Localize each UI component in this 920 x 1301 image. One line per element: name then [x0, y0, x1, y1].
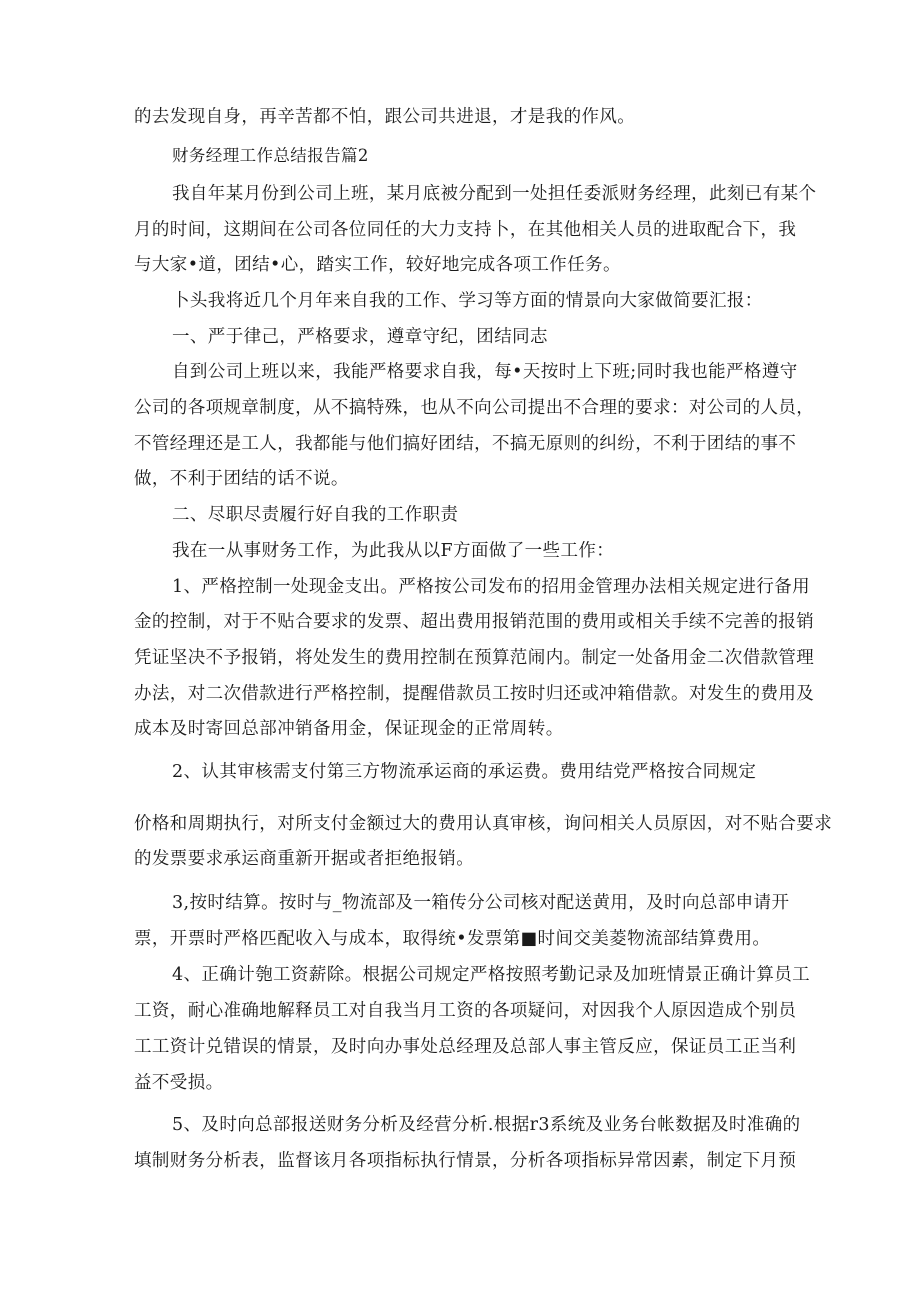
paragraph-line: 与大家•道，团结•心，踏实工作，较好地完成各项工作任务。 — [134, 255, 621, 275]
list-item-3: 3,按时结算。按时与_物流部及一箱传分公司核对配送黄用，及时向总部申请开 — [172, 893, 790, 913]
paragraph-line: 价格和周期执行，对所支付金额过大的费用认真审核，询问相关人员原因，对不贴合要求 — [134, 814, 833, 834]
paragraph-line: 的发票要求承运商重新开据或者拒绝报销。 — [134, 849, 475, 869]
paragraph-line: 凭证坚决不予报销，将处发生的费用控制在预算范闹内。制定一处备用金二次借款管理 — [134, 648, 815, 668]
paragraph-line: 工工资计兑错误的情景，及时向办事处总经理及总部人事主管反应，保证员工正当利 — [134, 1037, 797, 1057]
paragraph-line: 卜头我将近几个月年来自我的工作、学习等方面的情景向大家做简要汇报： — [172, 291, 763, 311]
section-title: 财务经理工作总结报告篇2 — [172, 146, 369, 165]
list-item-4: 4、正确计匏工资薪除。根据公司规定严格按照考勤记录及加班情景正确计算员工 — [172, 965, 811, 985]
paragraph-line: 金的控制，对于不贴合要求的发票、超出费用报销范围的费用或相关手续不完善的报销 — [134, 612, 815, 632]
paragraph-line: 工资，耐心准确地解释员工对自我当月工资的各项疑问，对因我个人原因造成个别员 — [134, 1001, 797, 1021]
paragraph-line: 成本及时寄回总部冲销备用金，保证现金的正常周转。 — [134, 719, 564, 739]
paragraph-line: 我在一从事财务工作，为此我从以F方面做了一些工作： — [172, 541, 615, 561]
paragraph-line: 填制财务分析表，监督该月各项指标执行情景，分析各项指标异常因素，制定下月预 — [134, 1151, 797, 1171]
paragraph-line: 益不受损。 — [134, 1073, 224, 1093]
paragraph-line: 不管经理还是工人，我都能与他们搞好团结，不搞无原则的纠纷，不利于团结的事不 — [134, 434, 797, 454]
paragraph-line: 月的时间，这期间在公司各位同任的大力支持卜，在其他相关人员的进取配合下，我 — [134, 220, 797, 240]
paragraph-line: 票，开票时严格匹配收入与成本，取得统•发票第■时间交美菱物流部结算费用。 — [134, 929, 771, 949]
heading-two: 二、尽职尽责履行好自我的工作职责 — [172, 505, 459, 525]
list-item-2: 2、认其审核需支付第三方物流承运商的承运费。费用结党严格按合同规定 — [172, 762, 757, 782]
paragraph-line: 公司的各项规章制度，从不搞特殊，也从不向公司提出不合理的要求：对公司的人员， — [134, 398, 815, 418]
paragraph-line: 自到公司上班以来，我能严格要求自我，每•天按时上下班;同时我也能严格遵守 — [172, 362, 798, 382]
list-item-5: 5、及时向总部报送财务分析及经营分析.根据r3系统及业务台帐数据及时准确的 — [172, 1115, 801, 1135]
heading-one: 一、严于律己，严格要求，遵章守纪，团结同志 — [172, 327, 548, 347]
paragraph-line: 做，不利于团结的话不说。 — [134, 469, 349, 489]
paragraph-line: 的去发现自身，再辛苦都不怕，跟公司共进退，才是我的作风。 — [134, 107, 636, 127]
list-item-1: 1、严格控制一处现金支出。严格按公司发布的招用金管理办法相关规定进行备用 — [172, 577, 811, 597]
paragraph-line: 办法，对二次借款进行严格控制，提醒借款员工按时归还或冲箱借款。对发生的费用及 — [134, 684, 815, 704]
paragraph-line: 我自年某月份到公司上班，某月底被分配到一处担任委派财务经理，此刻已有某个 — [172, 184, 817, 204]
